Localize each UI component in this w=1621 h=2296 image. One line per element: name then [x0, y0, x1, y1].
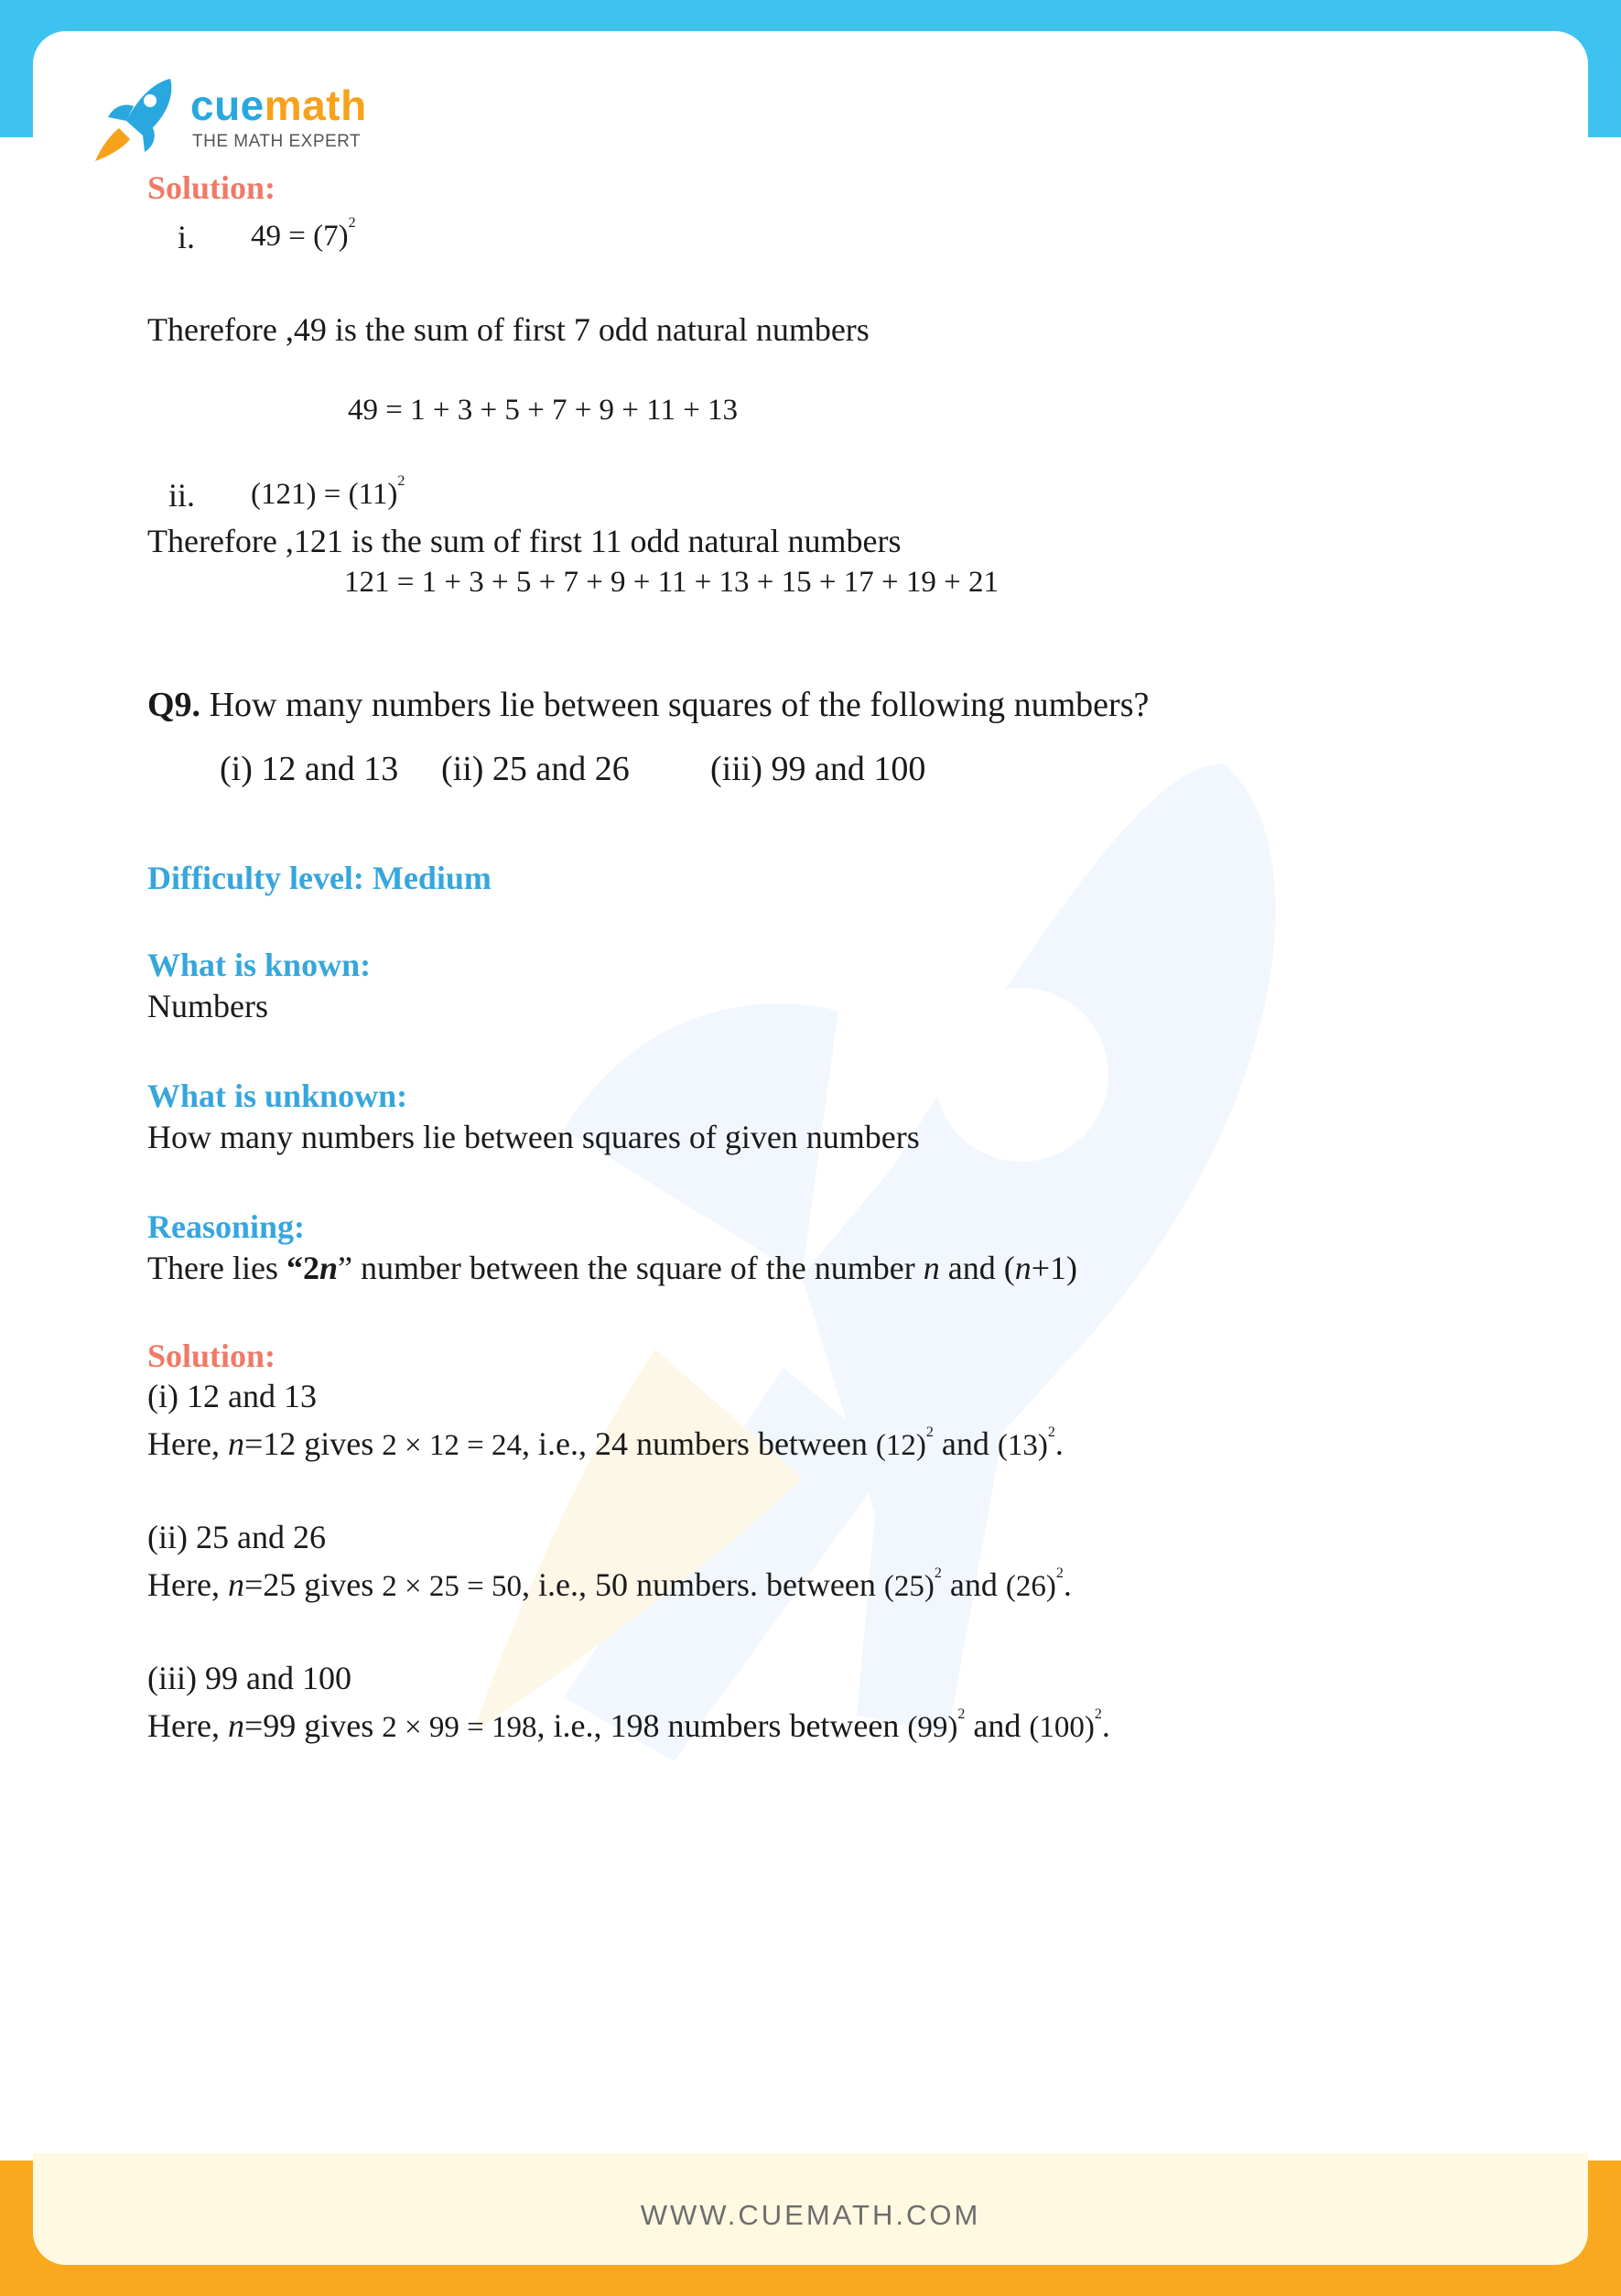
brand-tagline: THE MATH EXPERT	[192, 132, 362, 151]
question-q9: Q9. How many numbers lie between squares of the following numbers?	[147, 686, 1150, 724]
solution-ii-heading: (ii) 25 and 26	[147, 1519, 326, 1555]
q9-option-i: (i) 12 and 13	[220, 750, 399, 788]
rocket-logo-icon	[92, 75, 179, 163]
solution-iii-heading: (iii) 99 and 100	[147, 1660, 351, 1696]
part-i-numeral: i.	[178, 219, 196, 255]
part-ii-equation: $(121) = (11)^2$	[251, 473, 405, 511]
solution-iii-text: Here, n=99 gives 2 × 99 = 198, i.e., 198 numbers between $(99)^2$ and $(100)^2$.	[147, 1706, 1110, 1744]
solution-ii-text: Here, n=25 gives 2 × 25 = 50, i.e., 50 numbers. between $(25)^2$ and $(26)^2$.	[147, 1565, 1072, 1603]
statement-121: Therefore ,121 is the sum of first 11 odd natural numbers	[147, 523, 902, 559]
difficulty-level: Difficulty level: Medium	[147, 860, 492, 896]
solution-i-text: Here, n=12 gives 2 × 12 = 24, i.e., 24 numbers between $(12)^2$ and $(13)^2$.	[147, 1424, 1064, 1462]
reasoning-text: There lies “2n” number between the square of the number n and (n+1)	[147, 1250, 1077, 1286]
unknown-heading: What is unknown:	[147, 1078, 408, 1114]
footer-url[interactable]: WWW.CUEMATH.COM	[640, 2199, 981, 2231]
reasoning-heading: Reasoning:	[147, 1208, 306, 1245]
equation-121: 121 = 1 + 3 + 5 + 7 + 9 + 11 + 13 + 15 + 17 + 19 + 21	[344, 566, 999, 599]
cuemath-logo[interactable]	[92, 75, 384, 157]
brand-name: cuemath	[190, 81, 367, 129]
q9-option-iii: (iii) 99 and 100	[710, 750, 926, 788]
statement-49: Therefore ,49 is the sum of first 7 odd natural numbers	[147, 311, 870, 348]
part-i-equation: $49 = (7)^2$	[251, 215, 356, 253]
unknown-text: How many numbers lie between squares of given numbers	[147, 1119, 920, 1155]
solution-i-heading: (i) 12 and 13	[147, 1378, 317, 1414]
known-heading: What is known:	[147, 947, 372, 983]
part-ii-numeral: ii.	[168, 477, 196, 514]
known-text: Numbers	[147, 988, 268, 1024]
equation-49: 49 = 1 + 3 + 5 + 7 + 9 + 11 + 13	[348, 394, 739, 427]
q9-solution-heading: Solution:	[147, 1338, 276, 1374]
q9-option-ii: (ii) 25 and 26	[441, 750, 630, 788]
solution-heading: Solution:	[147, 169, 276, 206]
